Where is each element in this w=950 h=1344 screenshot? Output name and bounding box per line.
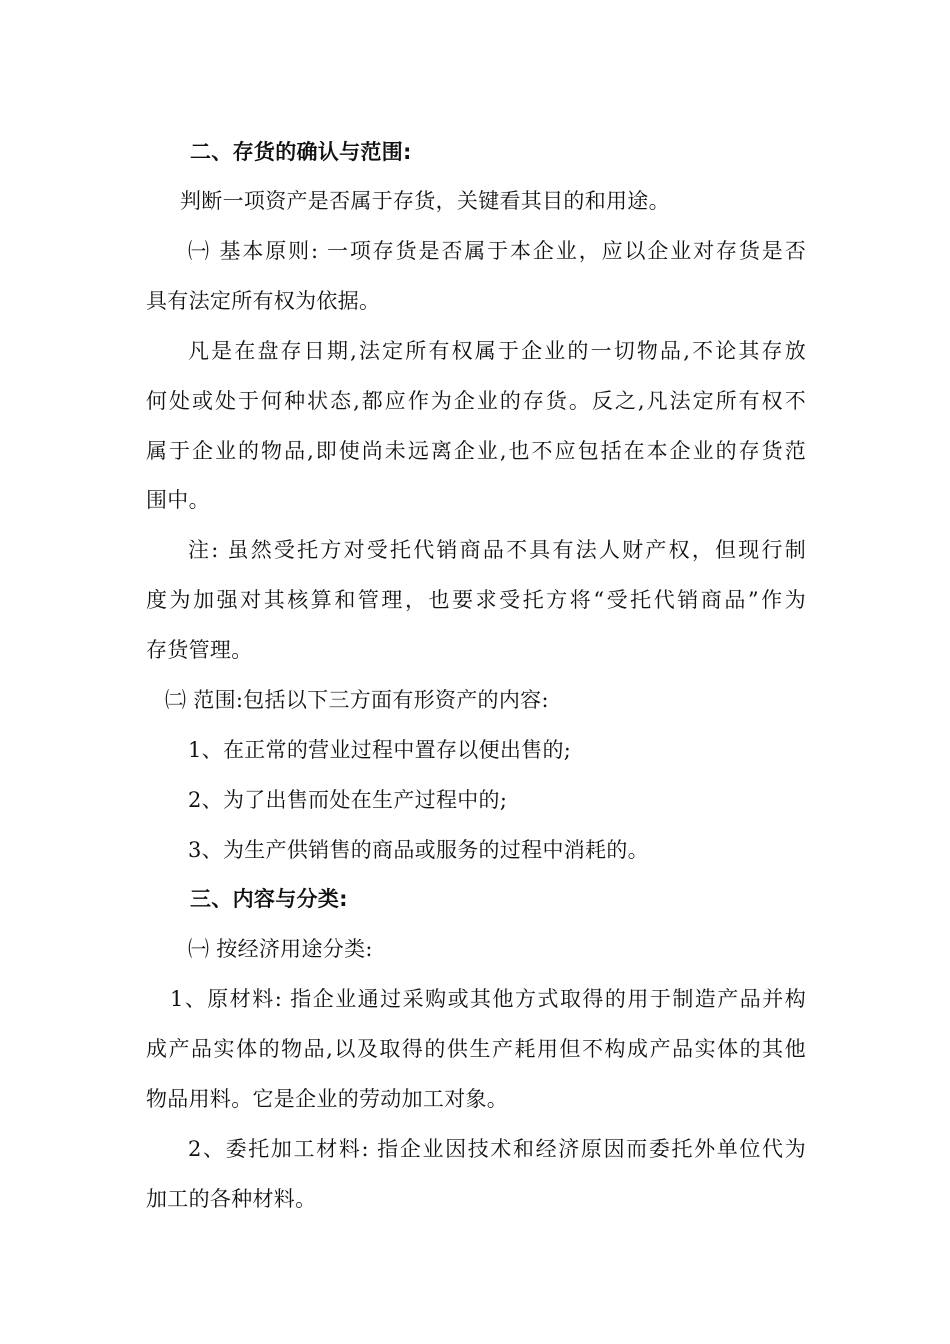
paragraph-line: 成产品实体的物品,以及取得的供生产耗用但不构成产品实体的其他 xyxy=(146,1037,806,1061)
section-heading-2: 二、存货的确认与范围: xyxy=(190,140,412,164)
subsection-heading: ㈠ 按经济用途分类: xyxy=(188,937,373,961)
paragraph-line: 1、原材料: 指企业通过采购或其他方式取得的用于制造产品并构 xyxy=(170,987,806,1011)
paragraph-line: 凡是在盘存日期,法定所有权属于企业的一切物品,不论其存放 xyxy=(188,339,806,363)
note-line: 度为加强对其核算和管理，也要求受托方将“受托代销商品”作为 xyxy=(146,588,806,612)
note-line: 存货管理。 xyxy=(146,638,253,662)
list-item: 2、为了出售而处在生产过程中的; xyxy=(188,788,508,812)
subsection-heading: ㈡ 范围:包括以下三方面有形资产的内容: xyxy=(165,688,549,712)
list-item: 1、在正常的营业过程中置存以便出售的; xyxy=(188,738,572,762)
list-item: 3、为生产供销售的商品或服务的过程中消耗的。 xyxy=(188,838,649,862)
paragraph-line: 物品用料。它是企业的劳动加工对象。 xyxy=(146,1087,509,1111)
paragraph-line: 具有法定所有权为依据。 xyxy=(146,289,381,313)
paragraph-line: 何处或处于何种状态,都应作为企业的存货。反之,凡法定所有权不 xyxy=(146,389,806,413)
paragraph-line: 加工的各种材料。 xyxy=(146,1187,317,1211)
paragraph-line: 围中。 xyxy=(146,488,210,512)
paragraph-line: ㈠ 基本原则: 一项存货是否属于本企业，应以企业对存货是否 xyxy=(188,239,806,263)
paragraph-line: 判断一项资产是否属于存货，关键看其目的和用途。 xyxy=(180,189,670,213)
section-heading-3: 三、内容与分类: xyxy=(190,887,348,911)
paragraph-line: 属于企业的物品,即使尚未远离企业,也不应包括在本企业的存货范 xyxy=(146,439,806,463)
note-line: 注: 虽然受托方对受托代销商品不具有法人财产权，但现行制 xyxy=(188,538,806,562)
paragraph-line: 2、委托加工材料: 指企业因技术和经济原因而委托外单位代为 xyxy=(188,1137,806,1161)
